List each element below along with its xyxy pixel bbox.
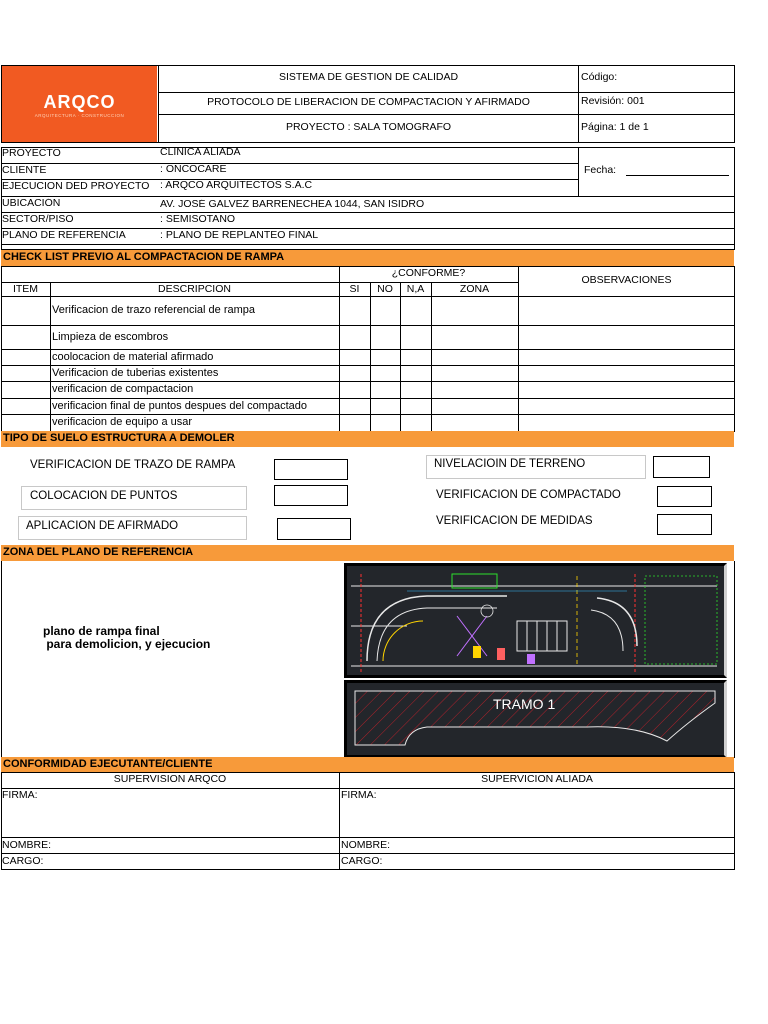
- supervision-aliada-header: SUPERVICION ALIADA: [481, 774, 593, 785]
- info-value-cliente: : ONCOCARE: [160, 164, 227, 175]
- protocol-title: PROTOCOLO DE LIBERACION DE COMPACTACION Y AFIRMADO: [207, 97, 530, 108]
- info-value-plano: : PLANO DE REPLANTEO FINAL: [160, 230, 319, 241]
- revision-label: Revisión: 001: [581, 96, 645, 107]
- tramo-image: [344, 680, 727, 758]
- tramo-label: TRAMO 1: [493, 696, 556, 712]
- info-label-proyecto: PROYECTO: [2, 148, 61, 159]
- date-field-line[interactable]: [626, 175, 729, 176]
- checklist-item: verificacion de equipo a usar: [52, 416, 193, 428]
- info-label-sector: SECTOR/PISO: [2, 214, 74, 225]
- checklist-item: verificacion final de puntos despues del compactado: [52, 400, 307, 412]
- tramo-drawing: [347, 683, 724, 755]
- info-value-ubicacion: AV. JOSÉ GALVEZ BARRENECHEA 1044, SAN ISIDRO: [160, 199, 425, 210]
- logo-tagline: ARQUITECTURA · CONSTRUCCION: [34, 113, 125, 118]
- soil-check-box[interactable]: [653, 456, 710, 478]
- soil-right-item: NIVELACIOIN DE TERRENO: [434, 458, 586, 470]
- code-label: Código:: [581, 72, 618, 83]
- soil-check-box[interactable]: [274, 459, 348, 480]
- nombre-field-left[interactable]: NOMBRE:: [2, 840, 52, 851]
- cargo-field-left[interactable]: CARGO:: [2, 856, 44, 867]
- cargo-field-right[interactable]: CARGO:: [341, 856, 383, 867]
- info-value-proyecto: CLINICA ALIADA: [160, 147, 241, 158]
- soil-check-box[interactable]: [277, 518, 351, 540]
- info-label-plano: PLANO DE REFERENCIA: [2, 230, 126, 241]
- info-value-ejecucion: : ARQCO ARQUITECTOS S.A.C: [160, 180, 313, 191]
- conforme-header: ¿CONFORME?: [391, 268, 466, 279]
- project-title: PROYECTO : SALA TOMOGRAFO: [285, 122, 452, 133]
- soil-left-item: VERIFICACION DE TRAZO DE RAMPA: [30, 459, 236, 471]
- info-value-sector: : SEMISOTANO: [160, 214, 236, 225]
- soil-left-item: COLOCACION DE PUNTOS: [30, 490, 178, 502]
- col-item: ITEM: [12, 284, 39, 295]
- system-title: SISTEMA DE GESTION DE CALIDAD: [278, 72, 459, 83]
- checklist-item: Verificacion de trazo referencial de rampa: [52, 304, 255, 316]
- cad-plan-drawing: [347, 566, 724, 675]
- page-label: Página: 1 de 1: [581, 122, 649, 133]
- soil-check-box[interactable]: [657, 486, 712, 507]
- checklist-item: verificacion de compactacion: [52, 383, 194, 395]
- cad-plan-image: [344, 563, 727, 678]
- observaciones-header: OBSERVACIONES: [581, 275, 672, 286]
- checklist-title: CHECK LIST PREVIO AL COMPACTACION DE RAMPA: [1, 250, 734, 266]
- soil-check-box[interactable]: [274, 485, 348, 506]
- logo-text: ARQCO: [43, 92, 116, 112]
- plan-caption: plano de rampa final: [43, 624, 160, 638]
- soil-right-item: VERIFICACION DE COMPACTADO: [436, 489, 621, 501]
- supervision-arqco-header: SUPERVISION ARQCO: [113, 774, 227, 785]
- checklist-item: Limpieza de escombros: [52, 331, 169, 343]
- firma-field-right[interactable]: FIRMA:: [341, 790, 377, 801]
- info-label-ejecucion: EJECUCION DED PROYECTO: [2, 181, 150, 192]
- col-no: NO: [377, 284, 393, 295]
- col-zona: ZONA: [459, 284, 490, 295]
- checklist-item: coolocacion de material afirmado: [52, 351, 214, 363]
- soil-right-item: VERIFICACION DE MEDIDAS: [436, 515, 593, 527]
- soil-left-item: APLICACION DE AFIRMADO: [26, 520, 179, 532]
- plan-title: ZONA DEL PLANO DE REFERENCIA: [1, 545, 734, 561]
- col-si: SI: [349, 284, 360, 295]
- company-logo: [2, 66, 157, 142]
- col-descripcion: DESCRIPCION: [158, 284, 231, 295]
- info-label-cliente: CLIENTE: [2, 165, 47, 176]
- info-label-ubicacion: UBICACIÓN: [2, 198, 61, 209]
- nombre-field-right[interactable]: NOMBRE:: [341, 840, 391, 851]
- soil-title: TIPO DE SUELO ESTRUCTURA A DEMOLER: [1, 431, 734, 447]
- date-label: Fecha:: [584, 165, 617, 176]
- soil-check-box[interactable]: [657, 514, 712, 535]
- col-na: N,A: [406, 284, 425, 295]
- firma-field-left[interactable]: FIRMA:: [2, 790, 38, 801]
- conformity-title: CONFORMIDAD EJECUTANTE/CLIENTE: [1, 757, 734, 773]
- plan-caption: para demolicion, y ejecucion: [43, 637, 211, 651]
- checklist-item: Verificacion de tuberias existentes: [52, 367, 219, 379]
